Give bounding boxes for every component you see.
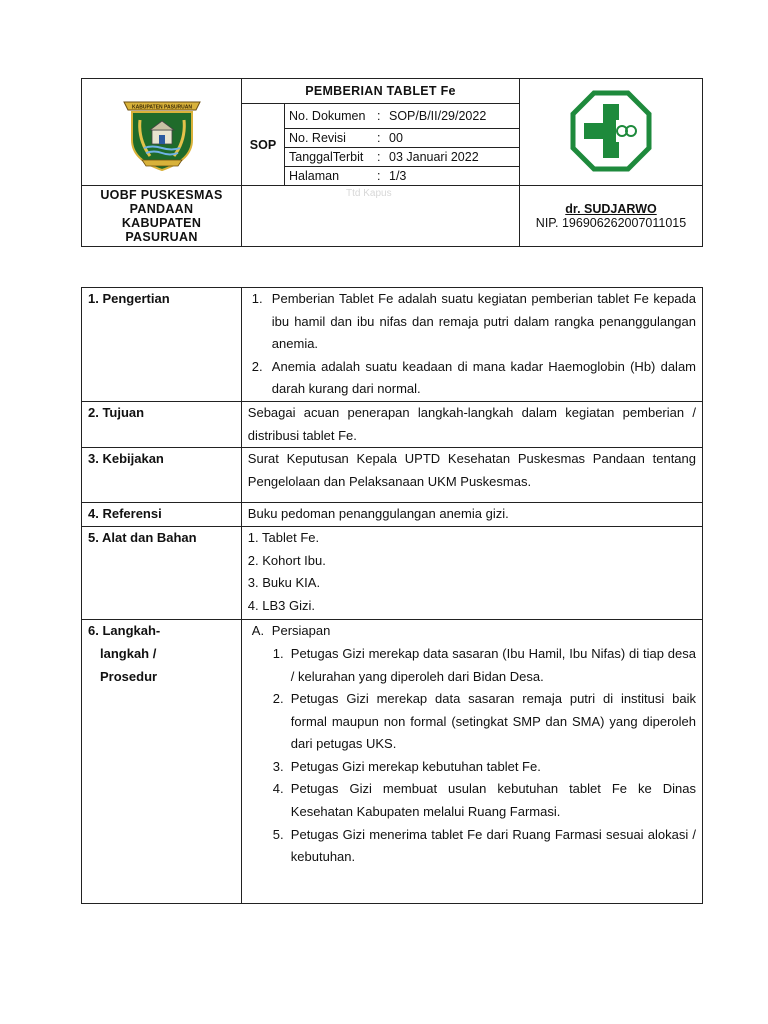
section-label: 5. Alat dan Bahan xyxy=(82,526,242,619)
org-line: PANDAAN xyxy=(129,202,194,216)
section-label: 3. Kebijakan xyxy=(82,448,242,503)
label-line: Prosedur xyxy=(100,668,158,684)
list-item xyxy=(248,288,696,356)
meta-key: TanggalTerbit xyxy=(289,150,364,164)
section-alat-dan-bahan xyxy=(82,526,703,619)
step-text: Petugas Gizi merekap kebutuhan tablet Fe. xyxy=(290,758,541,774)
org-line: KABUPATEN xyxy=(121,216,202,230)
meta-key: No. Revisi xyxy=(289,131,346,145)
list-item: 3. Buku KIA. xyxy=(247,575,321,591)
step-number: 5. xyxy=(272,826,284,842)
org-line: UOBF PUSKESMAS xyxy=(100,188,223,202)
meta-value: 03 Januari 2022 xyxy=(389,150,479,164)
list-text: Anemia adalah suatu keadaan di mana kadar Haemoglobin (Hb) dalam darah kurang dari normal. xyxy=(271,358,696,397)
step-item xyxy=(248,643,696,688)
signer-block xyxy=(520,186,703,247)
step-number: 1. xyxy=(272,645,284,661)
section-text: Sebagai acuan penerapan langkah-langkah dalam kegiatan pemberian / distribusi tablet Fe. xyxy=(241,401,702,447)
meta-sep: : xyxy=(377,150,381,164)
list-item xyxy=(248,356,696,401)
meta-sep: : xyxy=(377,109,381,123)
section-label xyxy=(82,620,242,904)
meta-row-tanggal-terbit xyxy=(285,148,520,167)
section-text: Surat Keputusan Kepala UPTD Kesehatan Puskesmas Pandaan tentang Pengelolaan dan Pelaksanaan UKM Puskesmas. xyxy=(241,448,702,503)
step-number: 4. xyxy=(272,781,284,797)
section-body xyxy=(241,620,702,904)
sop-content-table xyxy=(81,287,703,904)
org-line: PASURUAN xyxy=(125,230,198,244)
sop-label: SOP xyxy=(242,104,285,186)
section-langkah-prosedur xyxy=(82,620,703,904)
meta-value: SOP/B/II/29/2022 xyxy=(389,109,487,123)
section-pengertian xyxy=(82,288,703,402)
document-title: PEMBERIAN TABLET Fe xyxy=(242,79,520,104)
step-item xyxy=(248,778,696,823)
meta-value: 00 xyxy=(389,131,403,145)
list-number: 2. xyxy=(251,358,263,374)
organization-name xyxy=(82,186,242,247)
step-text: Petugas Gizi merekap data sasaran (Ibu Hamil, Ibu Nifas) di tiap desa / kelurahan yang diperoleh dari Bidan Desa. xyxy=(290,645,696,684)
right-logo-cell xyxy=(520,79,703,186)
section-label: 4. Referensi xyxy=(82,503,242,527)
step-number: 2. xyxy=(272,691,284,707)
section-body xyxy=(241,288,702,402)
label-line: 6. Langkah- xyxy=(88,623,161,639)
puskesmas-cross-logo-icon xyxy=(570,90,652,172)
meta-key: Halaman xyxy=(289,169,340,183)
sop-header-table xyxy=(81,78,703,247)
meta-row-nomor-revisi xyxy=(285,129,520,148)
list-item: 2. Kohort Ibu. xyxy=(247,552,326,568)
step-heading-text: Persiapan xyxy=(271,623,331,639)
signer-nip: NIP. 196906262007011015 xyxy=(535,216,687,230)
step-item xyxy=(248,756,696,779)
signature-stamp-cell xyxy=(242,186,520,247)
step-text: Petugas Gizi menerima tablet Fe dari Ruang Farmasi sesuai alokasi / kebutuhan. xyxy=(290,826,696,865)
meta-row-halaman xyxy=(285,167,520,186)
meta-sep: : xyxy=(377,169,381,183)
list-number: 1. xyxy=(251,291,263,306)
list-text: Pemberian Tablet Fe adalah suatu kegiatan pemberian tablet Fe kepada ibu hamil dan ibu nifas dan remaja putri dalam rangka penanggulangan anemia. xyxy=(271,291,696,352)
kabupaten-pasuruan-crest-icon xyxy=(120,90,204,172)
section-body xyxy=(241,526,702,619)
section-kebijakan xyxy=(82,448,703,503)
step-heading xyxy=(248,620,696,643)
meta-key: No. Dokumen xyxy=(289,109,366,123)
step-heading-letter: A. xyxy=(251,623,265,639)
step-text: Petugas Gizi membuat usulan kebutuhan tablet Fe ke Dinas Kesehatan Kabupaten melalui Ruang Farmasi. xyxy=(290,781,696,820)
section-text: Buku pedoman penanggulangan anemia gizi. xyxy=(241,503,702,527)
signer-name: dr. SUDJARWO xyxy=(565,202,657,216)
meta-sep: : xyxy=(377,131,381,145)
section-referensi xyxy=(82,503,703,527)
step-number: 3. xyxy=(272,758,284,774)
step-item xyxy=(248,824,696,869)
crest-banner-text: KABUPATEN PASURUAN xyxy=(131,104,192,110)
step-item xyxy=(248,688,696,756)
left-logo-cell xyxy=(82,79,242,186)
label-line: langkah / xyxy=(100,645,157,661)
section-label: 1. Pengertian xyxy=(82,288,242,402)
stamp-watermark: Ttd Kapus xyxy=(346,188,392,199)
meta-value: 1/3 xyxy=(389,169,407,183)
meta-row-nomor-dokumen xyxy=(285,104,520,129)
section-label: 2. Tujuan xyxy=(82,401,242,447)
step-text: Petugas Gizi merekap data sasaran remaja putri di institusi baik formal maupun non formal (setingkat SMP dan SMA) yang diperoleh dari petugas UKS. xyxy=(290,691,696,752)
list-item: 1. Tablet Fe. xyxy=(247,529,320,545)
section-tujuan xyxy=(82,401,703,447)
list-item: 4. LB3 Gizi. xyxy=(247,597,315,613)
